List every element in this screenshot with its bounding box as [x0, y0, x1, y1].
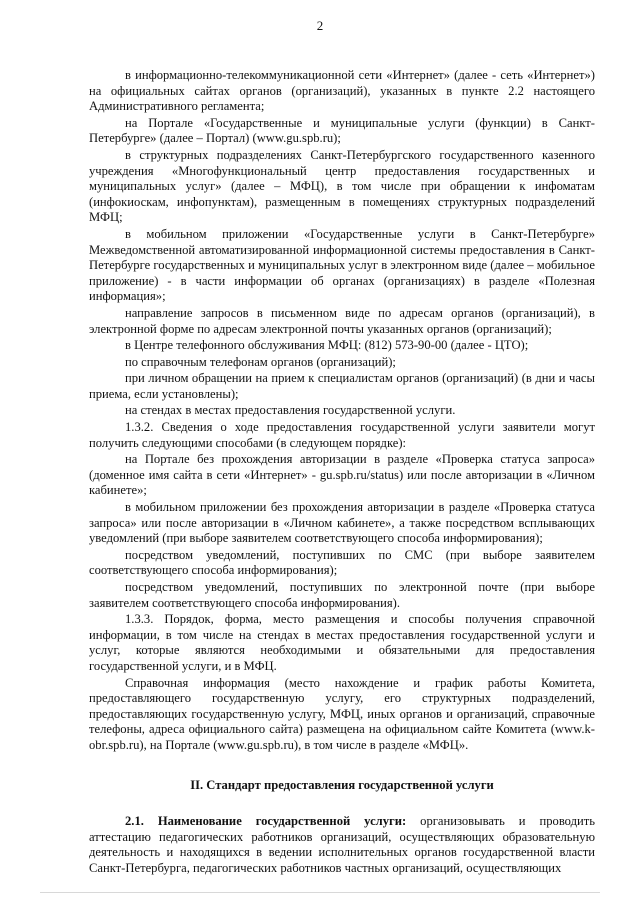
section-heading: II. Стандарт предоставления государственной услуги: [190, 777, 494, 792]
bottom-edge-rule: [40, 892, 600, 893]
paragraph-personal-visit: при личном обращении на прием к специалистам органов (организаций) (в дни и часы приема, если установлены);: [89, 371, 595, 401]
item-label: 2.1. Наименование государственной услуги:: [125, 814, 407, 829]
paragraph-portal: на Портале «Государственные и муниципальные услуги (функции) в Санкт-Петербурге» (далее – Портал) (www.gu.spb.ru);: [89, 115, 595, 146]
paragraph-reference-info: Справочная информация (место нахождение и график работы Комитета, предоставляющего государственную услугу, его структурных подразделений, предоставляющих государственную услугу, МФЦ, иных органов и организаций, справочные телефоны, адреса официального сайта) размещена на официальном сайте Комитета (www.k-obr.spb.ru), на Портале (www.gu.spb.ru), в том числе в разделе «МФЦ».: [89, 675, 595, 752]
paragraph-written-requests: направление запросов в письменном виде по адресам органов (организаций), в электронной форме по адресам электронной почты указанных органов (организаций);: [89, 305, 595, 336]
paragraph-email: посредством уведомлений, поступивших по электронной почте (при выборе заявителем соответствующего способа информирования).: [89, 580, 595, 610]
paragraph-internet: в информационно-телекоммуникационной сети «Интернет» (далее - сеть «Интернет») на официальных сайтах органов (организаций), указанных в пункте 2.2 настоящего Административного регламента;: [89, 68, 595, 114]
item-text: организовывать и проводить аттестацию педагогических работников организаций, осуществляющих образовательную деятельность и находящихся в ведении исполнительных органов государственной власти Санкт-Петербурга, педагогических работников частных организаций, осуществляющих: [89, 814, 596, 875]
paragraph-mobile-app: в мобильном приложении «Государственные услуги в Санкт-Петербурге» Межведомственной автоматизированной информационной системы предоставления в Санкт-Петербурге государственных и муниципальных услуг в электронном виде (далее – мобильное приложение) - в части информации об органах (организациях) в разделе «Полезная информация»;: [89, 226, 595, 304]
paragraph-mobile-status: в мобильном приложении без прохождения авторизации в разделе «Проверка статуса запроса» или после авторизации в «Личном кабинете», а также посредством всплывающих уведомлений (при выборе заявителем соответствующего способа информирования);: [89, 500, 595, 546]
paragraph-stands: на стендах в местах предоставления государственной услуги.: [125, 403, 456, 418]
paragraph-sms: посредством уведомлений, поступивших по СМС (при выборе заявителем соответствующего способа информирования);: [89, 547, 595, 578]
page-number: 2: [316, 18, 324, 33]
paragraph-call-center: в Центре телефонного обслуживания МФЦ: (812) 573-90-00 (далее - ЦТО);: [125, 338, 529, 353]
paragraph-reference-phones: по справочным телефонам органов (организаций);: [125, 354, 396, 369]
paragraph-2-1: [89, 814, 595, 876]
paragraph-1-3-3: 1.3.3. Порядок, форма, место размещения и способы получения справочной информации, в том числе на стендах в местах предоставления государственной услуги и услуг, которые являются необходимыми и обязательными для предоставления государственной услуги, и в МФЦ.: [89, 612, 595, 673]
document-body: [89, 68, 595, 877]
paragraph-mfc: в структурных подразделениях Санкт-Петербургского государственного казенного учреждения «Многофункциональный центр предоставления государственных и муниципальных услуг» (далее – МФЦ), в том числе при обращении к инфоматам (инфокиоскам, инфопунктам), размещенным в помещениях структурных подразделений МФЦ;: [89, 147, 595, 225]
paragraph-portal-status: на Портале без прохождения авторизации в разделе «Проверка статуса запроса» (доменное имя сайта в сети «Интернет» - gu.spb.ru/status) или после авторизации в «Личном кабинете»;: [89, 452, 595, 498]
paragraph-1-3-2: 1.3.2. Сведения о ходе предоставления государственной услуги заявители могут получить следующими способами (в следующем порядке):: [89, 420, 595, 450]
